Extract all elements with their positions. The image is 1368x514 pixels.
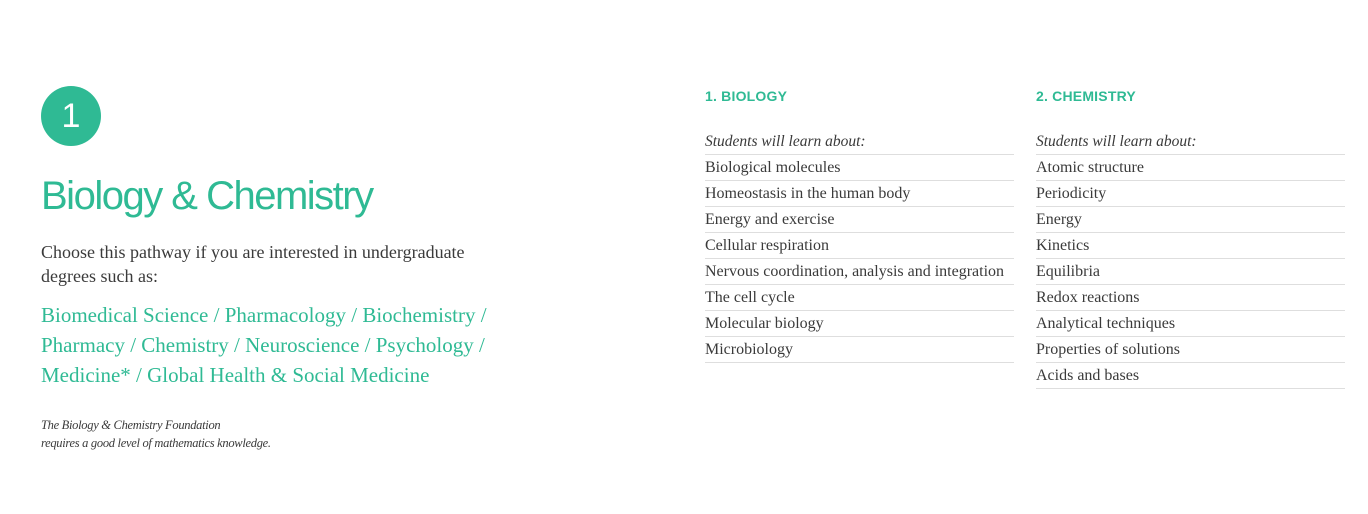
pathway-number: 1 xyxy=(61,96,81,135)
biology-learn-label: Students will learn about: xyxy=(705,132,1014,155)
list-item: Redox reactions xyxy=(1036,285,1345,311)
biology-heading: 1. BIOLOGY xyxy=(705,88,788,104)
list-item: Energy and exercise xyxy=(705,207,1014,233)
degree-list: Biomedical Science / Pharmacology / Biochemistry / Pharmacy / Chemistry / Neuroscience / Psychology / Medicine* / Global Health & Social Medicine xyxy=(41,303,487,387)
foundation-note xyxy=(41,416,361,452)
chemistry-topic-list xyxy=(1036,155,1345,389)
list-item: Homeostasis in the human body xyxy=(705,181,1014,207)
foundation-note-line-1: The Biology & Chemistry Foundation xyxy=(41,418,221,432)
foundation-note-line-2: requires a good level of mathematics knowledge. xyxy=(41,436,271,450)
list-item: Atomic structure xyxy=(1036,155,1345,181)
list-item: Properties of solutions xyxy=(1036,337,1345,363)
list-item: Kinetics xyxy=(1036,233,1345,259)
pathway-intro: Choose this pathway if you are interested in undergraduate degrees such as: xyxy=(41,242,465,286)
list-item: Equilibria xyxy=(1036,259,1345,285)
list-item: Analytical techniques xyxy=(1036,311,1345,337)
list-item: The cell cycle xyxy=(705,285,1014,311)
list-item: Biological molecules xyxy=(705,155,1014,181)
list-item: Microbiology xyxy=(705,337,1014,363)
list-item: Energy xyxy=(1036,207,1345,233)
list-item: Acids and bases xyxy=(1036,363,1345,389)
list-item: Periodicity xyxy=(1036,181,1345,207)
biology-column xyxy=(705,86,1014,363)
pathway-title: Biology & Chemistry xyxy=(41,174,373,218)
list-item: Molecular biology xyxy=(705,311,1014,337)
list-item: Nervous coordination, analysis and integration xyxy=(705,259,1014,285)
chemistry-heading: 2. CHEMISTRY xyxy=(1036,88,1136,104)
list-item: Cellular respiration xyxy=(705,233,1014,259)
biology-topic-list xyxy=(705,155,1014,363)
chemistry-column xyxy=(1036,86,1345,389)
chemistry-learn-label: Students will learn about: xyxy=(1036,132,1345,155)
pathway-number-badge xyxy=(41,86,101,146)
